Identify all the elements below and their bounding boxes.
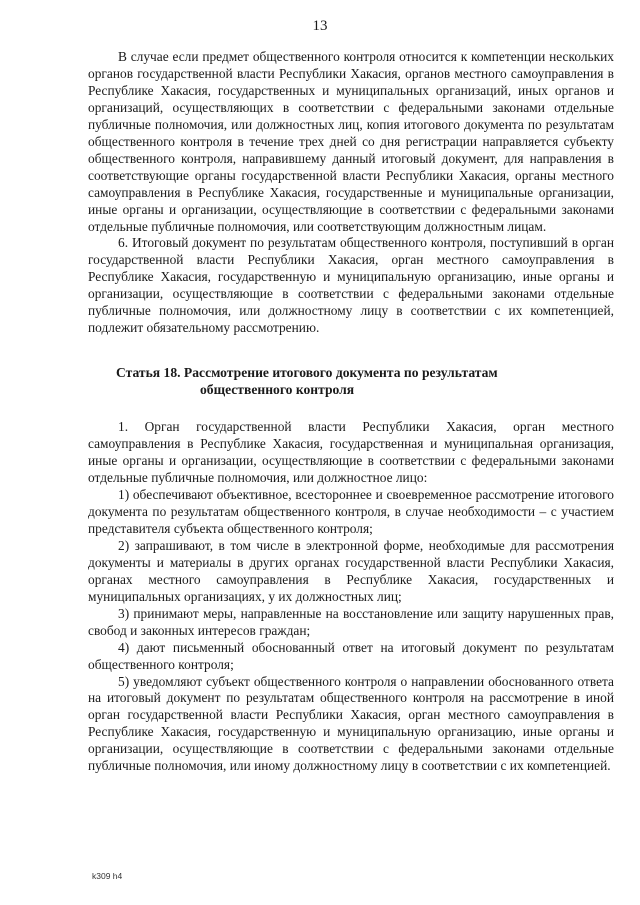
paragraph-article-18-part-1: 1. Орган государственной власти Республики Хакасия, орган местного самоуправления в Республике Хакасия, государственная и муниципальная организация, иные органы и организации, осуществляющие в соответствии с федеральными законами отдельные публичные полномочия, или должностное лицо: (88, 419, 614, 486)
page-number: 13 (312, 18, 328, 34)
list-item-4: 4) дают письменный обоснованный ответ на итоговый документ по результатам общественного контроля; (88, 639, 614, 672)
article-18-heading-line1: Статья 18. Рассмотрение итогового документа по результатам (116, 365, 498, 381)
list-item-1: 1) обеспечивают объективное, всестороннее и своевременное рассмотрение итогового документа по результатам общественного контроля, в случае необходимости – с участием представителя субъекта общественного контроля; (88, 487, 614, 536)
paragraph-item-6: 6. Итоговый документ по результатам общественного контроля, поступивший в орган государственной власти Республики Хакасия, орган местного самоуправления в Республике Хакасия, государственную и муниципальную организацию, иные органы и организации, осуществляющие в соответствии с федеральными законами отдельные публичные полномочия, или должностному лицу в соответствии с их компетенцией, подлежит обязательному рассмотрению. (88, 235, 614, 336)
footer-document-code: k309 h4 (92, 871, 123, 881)
document-body (88, 49, 614, 775)
article-18-heading-line2: общественного контроля (200, 382, 355, 398)
paragraph-copy-distribution: В случае если предмет общественного контроля относится к компетенции нескольких органов государственной власти Республики Хакасия, органов местного самоуправления в Республике Хакасия, государственных и муниципальных организаций, иных органов и организаций, осуществляющих в соответствии с федеральными законами отдельные публичные полномочия, или должностных лиц, копия итогового документа по результатам общественного контроля в течение трех дней со дня регистрации направляется субъекту общественного контроля, направившему данный итоговый документ, для направления в соответствующие органы государственной власти Республики Хакасия, органы местного самоуправления в Республике Хакасия, государственные и муниципальные организации, иные органы и организации, осуществляющие в соответствии с федеральными законами отдельные публичные полномочия, или соответствующим должностным лицам. (88, 49, 614, 234)
article-18-heading (88, 364, 614, 398)
list-item-5: 5) уведомляют субъект общественного контроля о направлении обоснованного ответа на итоговый документ по результатам общественного контроля на рассмотрение в иной орган государственной власти Республики Хакасия, орган местного самоуправления в Республике Хакасия, государственную и муниципальную организацию, иные органы и организации, осуществляющие в соответствии с федеральными законами отдельные публичные полномочия, или иному должностному лицу в соответствии с их компетенцией. (88, 673, 614, 774)
list-item-3: 3) принимают меры, направленные на восстановление или защиту нарушенных прав, свобод и законных интересов граждан; (88, 605, 614, 638)
list-item-2: 2) запрашивают, в том числе в электронной форме, необходимые для рассмотрения документы и материалы в других органах государственной власти Республики Хакасия, органах местного самоуправления в Республике Хакасия, государственных и муниципальных организациях, у их должностных лиц; (88, 537, 614, 604)
